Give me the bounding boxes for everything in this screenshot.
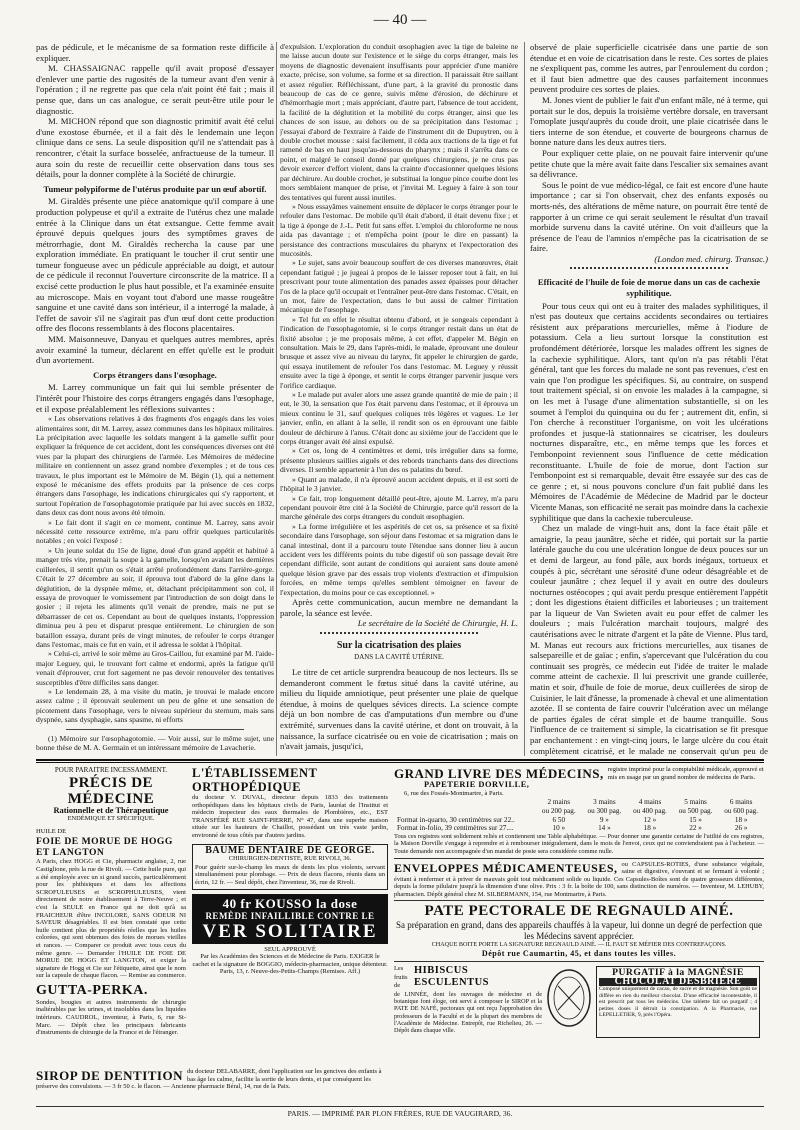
- table-cell: 18 »: [643, 824, 657, 833]
- ads-column-middle: [192, 766, 388, 1066]
- paragraph: d'expulsion. L'exploration du conduit œsophagien avec la tige de baleine ne me laisse aucun doute sur l'existence et le siège du corps étranger, mais les moyens de diagnostic devenaient insuffisants pour apprécier d'une manière exacte, précise, son volume, sa forme et sa direction. Il paraissait être saillant et assez régulier. Réfléchissant, d'une part, à la gravité du pronostic dans beaucoup de cas de ce genre, suivis même d'érosion, de déchirure et d'hémorrhagie mort ; mais appréciant, d'autre part, l'absence de tout accident, la facilité de la déglutition et la mobilité du corps étranger, ainsi que les chances de son issue, au dehors ou de sa précipitation dans l'estomac ; j'essayai d'abord de l'extraire à l'aide de l'instrument dit de Dupuytren, ou à double crochet mousse : saisi facilement, il céda aux tractions de la tige et fut ramené de bas en haut jusqu'au-dessous du pharynx ; mais il s'arrêta dans ce point, et malgré le conseil donné par quelques chirurgiens, je ne crus pas devoir exercer d'effort violent, dans la crainte d'occasionner quelques lésions par déchirure. Au double crochet, je substituai la longue pince courbe dont les mors semblaient manquer de prise, et j'invitai M. Leguey à faire à son tour des tentatives qui furent aussi inutiles.: [280, 42, 518, 202]
- advert-text: Dépôt rue Caumartin, 45, et dans toutes les villes.: [481, 948, 677, 958]
- advert-title: PATE PECTORALE DE REGNAULD AINÉ.: [424, 903, 734, 919]
- advert-title: SIROP DE DENTITION: [36, 1068, 183, 1083]
- advert-text: du docteur V. DUVAL, directeur depuis 1833 des traitements orthopédiques dans les hôpitaux civils de Paris, lauréat de l'Institut et médecin inspecteur des eaux thermales de Plombières, etc., EST TRANSFÉRÉ RUE SAINT-PIERRE, N° 47, dans une superbe maison située sur les hauteurs de Chaillot, possédant un très vaste jardin, environné de tous côtés par d'autres jardins.: [192, 794, 388, 839]
- paragraph: M. MICHON répond que son diagnostic primitif avait été celui d'une exostose éburnée, et il a fait dès le lendemain une leçon clinique dans ce sens. La seule disposition qu'il ne s'attendait pas à rencontrer, c'était la surface bosselée, anfractueuse de la tumeur. Il aura soin du reste de recueillir cette observation dans tous ses détails, pour la donner complète à la Société de chirurgie.: [36, 116, 274, 180]
- paragraph: » Cet os, long de 4 centimètres et demi, très irrégulier dans sa forme, présente plusieurs saillies aiguës et des rebords tranchants dans des directions diverses. Il semble appartenir à l'un des os palatins du bœuf.: [280, 446, 518, 475]
- advert-title: HIBISCUS ESCULENTUS: [414, 965, 490, 989]
- table-cell: ou 400 pag.: [633, 806, 667, 815]
- advert-text: de LINNÉE, dont les ouvrages de médecine et de botanique font éloge, ont servi à composer le SIROP et la PATE DE NAFÉ, pectoraux qui ont reçu l'approbation des professeurs de la Faculté et de la plupart des membres de l'Académie de Médecine. Entrepôt, rue Richelieu, 26. — Dépôt dans chaque ville.: [394, 990, 542, 1034]
- advert-text: ou CAPSULES-ROTIES, d'une substance végétale, saine et digestive, s'ouvrant et se fermant à volonté ; évitant à renfermer et à priver de mauvais goût tout médicament solide ou liquide. Ces Capsules-Boîtes sont de quatre grosseurs différentes, depuis la forme pilulaire jusqu'à la dimension d'une olive. Prix : 3 fr. la boîte de 100, sans distinction de numéros. — Inventeur, M. LEHUBY, pharmacien. Dépôt général chez M. SILBERMANN, 154, rue Montmartre, à Paris.: [394, 860, 764, 898]
- advert-separator: [36, 759, 764, 763]
- paragraph: » Tel fut en effet le résultat obtenu d'abord, et je songeais cependant à l'indication de l'œsophagotomie, si le corps étranger restait dans un état de fixité absolue ; je me proposais même, à cet effet, d'appeler M. Bégin en consultation. Mais le 29, dans l'après-midi, le malade, éprouvant une douleur brusque et assez vive au niveau du larynx, fit appeler le chirurgien de garde, qui essaya inutilement de refouler l'os dans l'estomac. M. Leguey y réussit ensuite avec la tige à éponge, et sentit le corps étranger parvenir jusque vers l'orifice cardiaque.: [280, 314, 518, 390]
- page-number: — 40 —: [373, 12, 427, 28]
- advert-title: GUTTA-PERKA.: [36, 982, 148, 998]
- paragraph: » La forme irrégulière et les aspérités de cet os, sa présence et sa fixité secondaire dans l'œsophage, son séjour dans l'estomac et sa migration dans le canal intestinal, dont il a parcouru toute l'étendue sans donner lieu à aucun accident vers les différents points du tube digestif où son passage devait être cependant difficile, sont autant de conditions qui auraient sans doute amené quelque lésion grave par des essais trop violents d'extraction et d'impulsion forcées, en même temps qu'elles semblent témoigner en faveur de l'expectation, du moins pour ce cas exceptionnel. »: [280, 521, 518, 597]
- advert-kicker: HUILE DE: [36, 827, 67, 835]
- paragraph: pas de pédicule, et le mécanisme de sa formation reste difficile à expliquer.: [36, 42, 274, 63]
- advert-text: A Paris, chez HOGG et Cie, pharmacie anglaise, 2, rue Castiglione, près la rue de Rivoli. — Cette huile pure, qui a été employée avec un si grand succès, particulièrement pour les phthisiques et dans les affections SCROFULEUSES et SCROPHULEUSES, vient directement de notre établissement à Terre-Neuve ; et c'est la SEULE en France qui ne doit qu'à sa FRAICHEUR d'être INCOLORE, SANS ODEUR NI SAVEUR désagréables. Il est bien constaté que cette huile contient plus de propriétés réelles que les huiles colorées, qui sont obtenues des foies de morues vieilles et rances. — Comparer ce produit avec tous ceux du même genre. — Demander l'HUILE DE FOIE DE MORUE DE HOGG ET LANGTON, et exiger la signature de Hogg et Cie sur l'étiquette, ainsi que le nom sur la capsule de chaque flacon. — Remise au commerce.: [36, 858, 186, 980]
- advert-title: FOIE DE MORUE DE HOGG ET LANGTON: [36, 836, 173, 859]
- advert-text: registre imprimé pour la comptabilité médicale, approuvé et mis en usage par un grand nombre de médecins de Paris.: [607, 766, 764, 781]
- table-cell: ou 200 pag.: [541, 806, 576, 815]
- paragraph: Chez un malade de vingt-huit ans, dont la face était pâle et amaigrie, la peau jaunâtre, sèche et ridée, qui portait sur la partie latérale gauche du cou une ulcération longue de deux pouces sur un et demi de largeur, au fond pâle, aux bords inégaux, tortueux et coupés à pic, sécrétant une sérosité d'une odeur désagréable et de couleur jaunâtre ; chez lequel il y avait en outre des douleurs nocturnes ostéocopes ; qui avait perdu presque entièrement l'appétit ; dont les digestions étaient difficiles et laborieuses ; un traitement par la liqueur de Van Swieten avait eu pour effet de calmer les douleurs ; mais l'ulcération marchait toujours, malgré des cautérisations avec le nitrate d'argent et la pâte de Vienne. Plus tard, M. Manas eut recours aux frictions mercurielles, aux tisanes de salsepareille et de gaïac ; enfin, s'apercevant que l'ulcération du cou continuait ses progrès, ce médecin eut l'idée de traiter le malade comme atteint de cachexie. Il lui prescrivit une grande cuillerée, matin et soir, d'huile de foie de morue, deux cuillerées de sirop de Cuisinier, le lait d'ânesse, la promenade à cheval et une alimentation azotée. Il se contenta de faire couvrir l'ulcération avec un mélange de parties égales de cérat simple et de baume tranquille. Sous l'influence de ce traitement si simple, la cicatrisation se fit presque par enchantement : en vingt-cinq jours, le large ulcère du cou était complètement cicatrisé, et le malade ne conservait qu'un peu de: [530, 523, 768, 756]
- advert-subtitle: Rationnelle et de Thérapeutique: [53, 805, 169, 815]
- paragraph: observé de plaie superficielle cicatrisée dans une partie de son étendue et en voie de cicatrisation dans le reste. Ces sortes de plaies ne s'expliquent pas, comme les autres, par l'enroulement du cordon ; et il faut bien admettre que des causes parfaitement inconnues peuvent produire ces sortes de plaies.: [530, 42, 768, 95]
- paragraph: » Le lendemain 28, à ma visite du matin, je trouvai le malade encore assez calme ; il éprouvait seulement un peu de gêne et une sensation de picotement dans l'œsophage, vers le niveau supérieur du sternum, mais sans dyspnée, sans dysphagie, sans spasme, ni efforts: [36, 686, 274, 725]
- paragraph: Pour expliquer cette plaie, on ne pouvait faire intervenir qu'une petite chute que la mère avait faite dans l'escalier six semaines avant sa délivrance.: [530, 147, 768, 180]
- table-cell: 10 »: [552, 824, 566, 833]
- footnote: (1) Mémoire sur l'œsophagotomie. — Voir aussi, sur le même sujet, une bonne thèse de M. A. Germain et un intéressant mémoire de Lavacherie.: [36, 733, 274, 752]
- advert-text: du docteur DELABARRE, dont l'application sur les gencives des enfants à bas âge les calme, facilite la sortie de leurs dents, et par conséquent les préserve des convulsions. — 3 fr 50 c. le flacon. — Ancienne pharmacie Béral, 14, rue de la Paix.: [36, 1068, 382, 1091]
- advert-title: 40 fr KOUSSO la dose: [222, 895, 358, 911]
- paragraph: » Un jeune soldat du 15e de ligne, doué d'un grand appétit et habitué à manger très vite, prenait la soupe à la gamelle, lorsqu'en avalant les dernières cuillerées, il sentit qu'un os s'était arrêté profondément dans l'arrière-gorge. C'était le 27 décembre au soir, il éprouva tout d'abord de la gêne dans la déglutition, de la dyspnée même, et, détachant précipitamment son col, il essaya de provoquer le vomissement par l'introduction de son doigt dans le gosier ; il rejeta les aliments qu'il venait de prendre, mais ne put se débarrasser de cet os. Cependant au bout de quelques instants, l'oppression diminua peu à peu et disparut presque entièrement. Le chirurgien de son bataillon essaya, durant près de vingt minutes, de refouler le corps étranger dans l'estomac, mais ce fut en vain, et il adressa le soldat à l'hôpital.: [36, 545, 274, 649]
- advert-title: PRÉCIS DE MÉDECINE: [67, 774, 155, 807]
- table-cell: ou 600 pag.: [724, 806, 759, 815]
- paragraph: » Le malade put avaler alors une assez grande quantité de mie de pain ; il eut, le 30, la sensation que l'os était parvenu dans l'estomac, et il éprouva un mieux continu le 31, sauf quelques coliques très légères et vagues. Le 1er janvier, enfin, en allant à la selle, il rendit son os en éprouvant une faible douleur de déchirure à l'anus. C'était donc au sixième jour de l'accident que le corps étranger avait été ainsi expulsé.: [280, 390, 518, 447]
- paragraph: » Nous essayâmes vainement ensuite de déplacer le corps étranger pour le refouler dans l'estomac. De mobile qu'il était d'abord, il était devenu fixe ; et la tige à éponge de J.-L. Petit fut sans effet. L'emploi du chloroforme ne nous aida pas davantage ; et n'empêcha point (pour le dire en passant) la persistance des contractions musculaires du pharynx et l'expectoration des mucosités.: [280, 201, 518, 258]
- table-row: [394, 807, 764, 816]
- advert-text: Composé uniquement de cacao, de sucre et de magnésie. Son goût ne diffère en rien du meilleur chocolat. D'une efficacité incontestable, il est prescrit par tous les médecins. Une tablette fait un purgatif ; 4 petites doses il détruit la constipation. A la Pharmacie, rue LEPELLETIER, 9, près l'Opéra.: [599, 986, 757, 1019]
- ornament-divider: [570, 267, 728, 273]
- ad-purgatif-box: [596, 966, 760, 1038]
- printer-imprint: PARIS. — IMPRIMÉ PAR PLON FRÈRES, RUE DE VAUGIRARD, 36.: [36, 1106, 764, 1118]
- advert-title: L'ÉTABLISSEMENT ORTHOPÉDIQUE: [192, 766, 318, 794]
- advert-subtitle: ENDÉMIQUE ET SPÉCIFIQUE.: [67, 815, 155, 823]
- table-row: [394, 824, 764, 833]
- paragraph: » Quant au malade, il n'a éprouvé aucun accident depuis, et il est sorti de l'hôpital le 3 janvier.: [280, 474, 518, 494]
- column-3: [530, 42, 768, 756]
- advert-title: PURGATIF à la MAGNÉSIE: [612, 967, 744, 979]
- table-header: 4 mains: [638, 798, 662, 807]
- table-cell: 18 »: [734, 815, 748, 824]
- paragraph: » Celui-ci, arrivé le soir même au Gros-Caillou, fut examiné par M. l'aide-major Leguey, qui, le trouvant fort calme et endormi, après la fatigue qu'il venait d'éprouver, crut fort sagement ne pas devoir renouveler des tentatives susceptibles d'être difficiles sans danger.: [36, 649, 274, 687]
- paragraph: » Le sujet, sans avoir beaucoup souffert de ces diverses manœuvres, était cependant fatigué ; je jugeai à propos de le laisser reposer tout à fait, en lui prescrivant pour toute alimentation des panades assez épaisses pour détacher l'os de la place qu'il occupait et l'entraîner peut-être dans l'estomac. C'était, en un mot, faire de l'expectation, dans le but aussi de calmer l'irritation mécanique de l'œsophage.: [280, 258, 518, 315]
- advert-text: Sa préparation en grand, dans des appareils chauffés à la vapeur, lui donne un degré de perfection que les Médecins savent apprécier.: [395, 920, 763, 941]
- column-2: [280, 42, 518, 756]
- section-heading: Efficacité de l'huile de foie de morue dans un cas de cachexie syphilitique.: [537, 277, 761, 299]
- paragraph: MM. Maisonneuve, Danyau et quelques autres membres, après avoir examiné la tumeur, déclarent en effet qu'elle est le produit d'un avortement.: [36, 334, 274, 366]
- paragraph: Sous le point de vue médico-légal, ce fait est encore d'une haute importance ; car si l'on observait, chez des enfants exposés ou morts-nés, des altérations de même nature, on pourrait être tenté de rapporter à un crime ce qui serait seulement le résultat d'un travail morbide survenu dans la cavité utérine. On voit d'ailleurs que la présence de l'eau de l'amnios n'empêche pas la cicatrisation de se faire.: [530, 179, 768, 254]
- paragraph: M. CHASSAIGNAC rappelle qu'il avait proposé d'essayer d'enlever une partie des rugosités de la tumeur avant d'en venir à l'opération ; il ne regrette pas que cela n'ait point été fait ; mais il pense que, dans un cas analogue, ce serait peut-être utile pour le diagnostic.: [36, 63, 274, 116]
- table-cell: Format in-quarto, 30 centimètres sur 22..: [397, 815, 515, 824]
- ads-column-left: [36, 766, 186, 1101]
- table-header: 5 mains: [684, 798, 707, 807]
- table-cell: 26 »: [734, 824, 748, 833]
- seal-icon: [546, 968, 592, 1028]
- advert-subtitle: CHIRURGIEN-DENTISTE, RUE RIVOLI, 36.: [228, 855, 352, 863]
- ad-baume-box: [192, 844, 388, 890]
- ad-enveloppes: [394, 858, 764, 898]
- column-divider: [276, 42, 277, 756]
- advert-text: Pour guérir sur-le-champ les maux de dents les plus violents, servant simultanément pour plombage. — Prix de deux flacons, réunis dans un écrin, 12 fr. — Seul dépôt, chez l'inventeur, 36, rue de Rivoli.: [195, 863, 385, 886]
- ad-hibiscus: [394, 965, 542, 1034]
- table-header: 2 mains: [547, 798, 571, 807]
- advert-title: GRAND LIVRE DES MÉDECINS,: [394, 766, 604, 781]
- paragraph: M. Jones vient de publier le fait d'un enfant mâle, né à terme, qui portait sur le dos, depuis la troisième vertèbre dorsale, en traversant l'omoplate jusqu'auprès du coude droit, une plaie cicatrisée dans le tiers interne de son étendue, et couverte de bourgeons charnus de bonne nature dans les deux autres tiers.: [530, 94, 768, 148]
- advert-title: CHOCOLAT DESBRIÈRE: [599, 978, 757, 987]
- column-1: [36, 42, 274, 756]
- table-cell: Format in-folio, 39 centimètres sur 27....: [397, 824, 514, 833]
- price-table: [394, 798, 764, 832]
- paragraph: » Le fait dont il s'agit en ce moment, continue M. Larrey, sans avoir nécessité cette ressource extrême, m'a paru offrir quelques particularités notables ; en voici l'exposé :: [36, 517, 274, 546]
- table-cell: 15 »: [689, 815, 702, 824]
- section-heading: Tumeur polypiforme de l'utérus produite par un œuf abortif.: [43, 183, 267, 194]
- paragraph: Le titre de cet article surprendra beaucoup de nos lecteurs. Ils se demanderont comment le fœtus situé dans la cavité utérine, au milieu du liquide amniotique, peut présenter une plaie de quelque étendue, à moins de quelques sévices directs. La science compte déjà un bon nombre de cas d'amputations d'un membre ou d'une extrémité, survenues dans la cavité utérine, et dont on trouvait, à la naissance, la surface cicatrisée ou en voie de cicatrisation ; mais on n'avait jamais, jusqu'ici,: [280, 666, 518, 752]
- ad-grand-livre: [394, 766, 764, 781]
- footnote-rule: [66, 729, 244, 730]
- advert-title: VER SOLITAIRE: [202, 920, 378, 942]
- paragraph: M. Giraldès présente une pièce anatomique qu'il compare à une production polypeuse et qu'il a extraite de l'utérus chez une malade entrée à la Clinique dans un état extsangue. Cette femme avait éprouvé depuis quelques jours des symptômes graves de métrorrhagie, dont M. Giraldès rechercha la cause par une exploration immédiate. En pratiquant le toucher il crut sentir une tumeur fongueuse avec un pédicule appréciable au doigt, et autour de ce pédicule il reconnut l'ouverture circonscrite de la matrice. Il a excisé cette production le plus haut possible, et l'a examinée ensuite au microscope. Mais en voyant tout d'abord une masse rougeâtre sanguine et une cavité dans son intérieur, il a interrogé la malade, à l'effet de savoir s'il ne s'agirait pas d'un œuf dont cette production offre des flocons ressemblants à des flocons placentaires.: [36, 196, 274, 334]
- source-citation: (London med. chirurg. Transac.): [654, 253, 768, 264]
- ad-pate-pectorale: [394, 900, 764, 958]
- table-row: [394, 798, 764, 807]
- table-header: 6 mains: [729, 798, 753, 807]
- advert-text: 6, rue des Fossés-Montmartre, à Paris.: [404, 789, 504, 797]
- ornament-divider: [320, 632, 478, 638]
- advert-text: SEUL APPROUVÉ Par les Académies des Sciences et de Médecine de Paris. EXIGER le cachet et la signature de BOGGIO, médecin-pharmacien, unique détenteur. Paris, 13, r. Neuve-des-Petits-Champs (Remises. Aff.): [192, 945, 388, 976]
- section-subheading: DANS LA CAVITÉ UTÉRINE.: [354, 653, 444, 662]
- table-cell: ou 500 pag.: [678, 806, 713, 815]
- advert-kicker: POUR PARAITRE INCESSAMMENT.: [54, 766, 168, 774]
- section-heading: Corps étrangers dans l'œsophage.: [93, 369, 217, 380]
- table-cell: 22 »: [689, 824, 702, 833]
- table-cell: 12 »: [643, 815, 657, 824]
- paragraph: Pour tous ceux qui ont eu à traiter des malades syphilitiques, il n'est pas douteux que certains accidents secondaires ou tertiaires résistent aux préparations mercurielles, même à l'iodure de potassium. Cela a lieu surtout lorsque la constitution est profondément détériorée, lorsque les malades offrent les signes de la cachexie syphilitique. Alors, tant qu'on n'a pas rétabli l'état général, tant que les forces du malade ne sont pas revenues, c'est en vain que l'on prodigue les spécifiques. Si, au contraire, on suspend tout traitement spécial, si on envoie les malades à la campagne, si on les met à l'usage d'une alimentation substantielle, si on les soumet à l'emploi du quinquina ou du fer ; autrement dit, enfin, si l'on cherche à reconstituer l'organisme, on voit les ulcérations profondes et jusque-là stationnaires se cicatriser, les douleurs nocturnes disparaître, etc., en même temps que les forces et l'embonpoint reviennent sous l'influence de cette médication reconstituante. L'huile de foie de morue, dont l'action sur l'embonpoint est si remarquable, devait être essayée sur des cas de ce genre ; et, si nous pouvons conclure d'un fait publié dans les Mémoires de l'Académie de Médecine de Madrid par le docteur Vicente Manas, son efficacité ne serait pas moindre dans la cachexie syphilitique que dans la cachexie tuberculeuse.: [530, 300, 768, 523]
- table-row: [394, 816, 764, 825]
- table-cell: 6 50: [552, 815, 566, 824]
- advert-title: BAUME DENTAIRE DE GEORGE.: [205, 844, 375, 856]
- advert-text: Sondes, bougies et autres instruments de chirurgie inaltérables par les urines, et insolubles dans les liquides intérieurs. CAUDROL, inventeur, à Paris, 6, rue St-Marc. — Dépôt chez les principaux fabricants d'instruments de chirurgie de la France et de l'étranger.: [36, 998, 186, 1037]
- ad-kousso-banner: [192, 894, 388, 944]
- table-header: 3 mains: [593, 798, 616, 807]
- ads-column-right: [394, 766, 764, 1104]
- advert-subtitle: REMÈDE INFAILLIBLE CONTRE LE: [205, 910, 375, 921]
- section-heading: Sur la cicatrisation des plaies: [336, 639, 462, 651]
- advert-subtitle: PAPETERIE DORVILLE,: [424, 780, 530, 790]
- advert-title: ENVELOPPES MÉDICAMENTEUSES,: [394, 860, 618, 875]
- advert-text: Tous ces registres sont solidement reliés et contiennent une Table alphabétique. — Pour donner une garantie certaine de l'utilité de ces registres, la Maison Dorville s'engage à reprendre et à rembourser intégralement, dans le mois de l'envoi, ceux qui ne conviendraient pas à l'acheteur. — Toute demande non accompagnée d'un mandat de poste sera considérée comme nulle.: [394, 832, 764, 855]
- advert-kicker: Les fruits de: [394, 965, 408, 990]
- table-cell: ou 300 pag.: [587, 806, 622, 815]
- paragraph: » Ce fait, trop longuement détaillé peut-être, ajoute M. Larrey, m'a paru cependant pouvoir être cité à la Société de Chirurgie, parce qu'il ressort de la marche générale des corps étrangers du conduit œsophagien.: [280, 493, 518, 522]
- table-cell: 9 »: [599, 815, 609, 824]
- table-cell: 14 »: [598, 824, 611, 833]
- advert-text: CHAQUE BOITE PORTE LA SIGNATURE REGNAULD AINÉ. — IL FAUT SE MÉFIER DES CONTREFAÇONS.: [431, 941, 727, 948]
- signature: Le secrétaire de la Société de Chirurgie, H. L.: [357, 618, 518, 629]
- ad-sirop-dentition: [36, 1068, 386, 1102]
- column-divider: [524, 42, 525, 756]
- ad-row-bottom: [394, 961, 764, 1042]
- paragraph: « Les observations relatives à des fragments d'os engagés dans les voies alimentaires sont, dit M. Larrey, assez communes dans les hôpitaux militaires. La précipitation avec laquelle les soldats mangent à la gamelle suffit pour expliquer la fréquence de cet accident, dont les conséquences diverses ont été vues par la plupart des chirurgiens de l'armée. Les Mémoires de médecine militaire en contiennent un assez grand nombre d'exemples ; et de tous ces travaux, le plus important est le Mémoire de M. Bégin (1), qui a nettement exposé le mécanisme des effets produits par la présence de ces corps étrangers dans l'œsophage, les indications chirurgicales qui s'y rapportent, et surtout l'opération de l'œsophagotomie pratiquée par lui avec succès en 1832, dans deux cas dont nous avons été témoin.: [36, 414, 274, 518]
- paragraph: M. Larrey communique un fait qui lui semble présenter de l'intérêt pour l'histoire des corps étrangers engagés dans l'œsophage, et il expose préalablement les réflexions suivantes :: [36, 382, 274, 414]
- paragraph: Après cette communication, aucun membre ne demandant la parole, la séance est levée.: [280, 596, 518, 618]
